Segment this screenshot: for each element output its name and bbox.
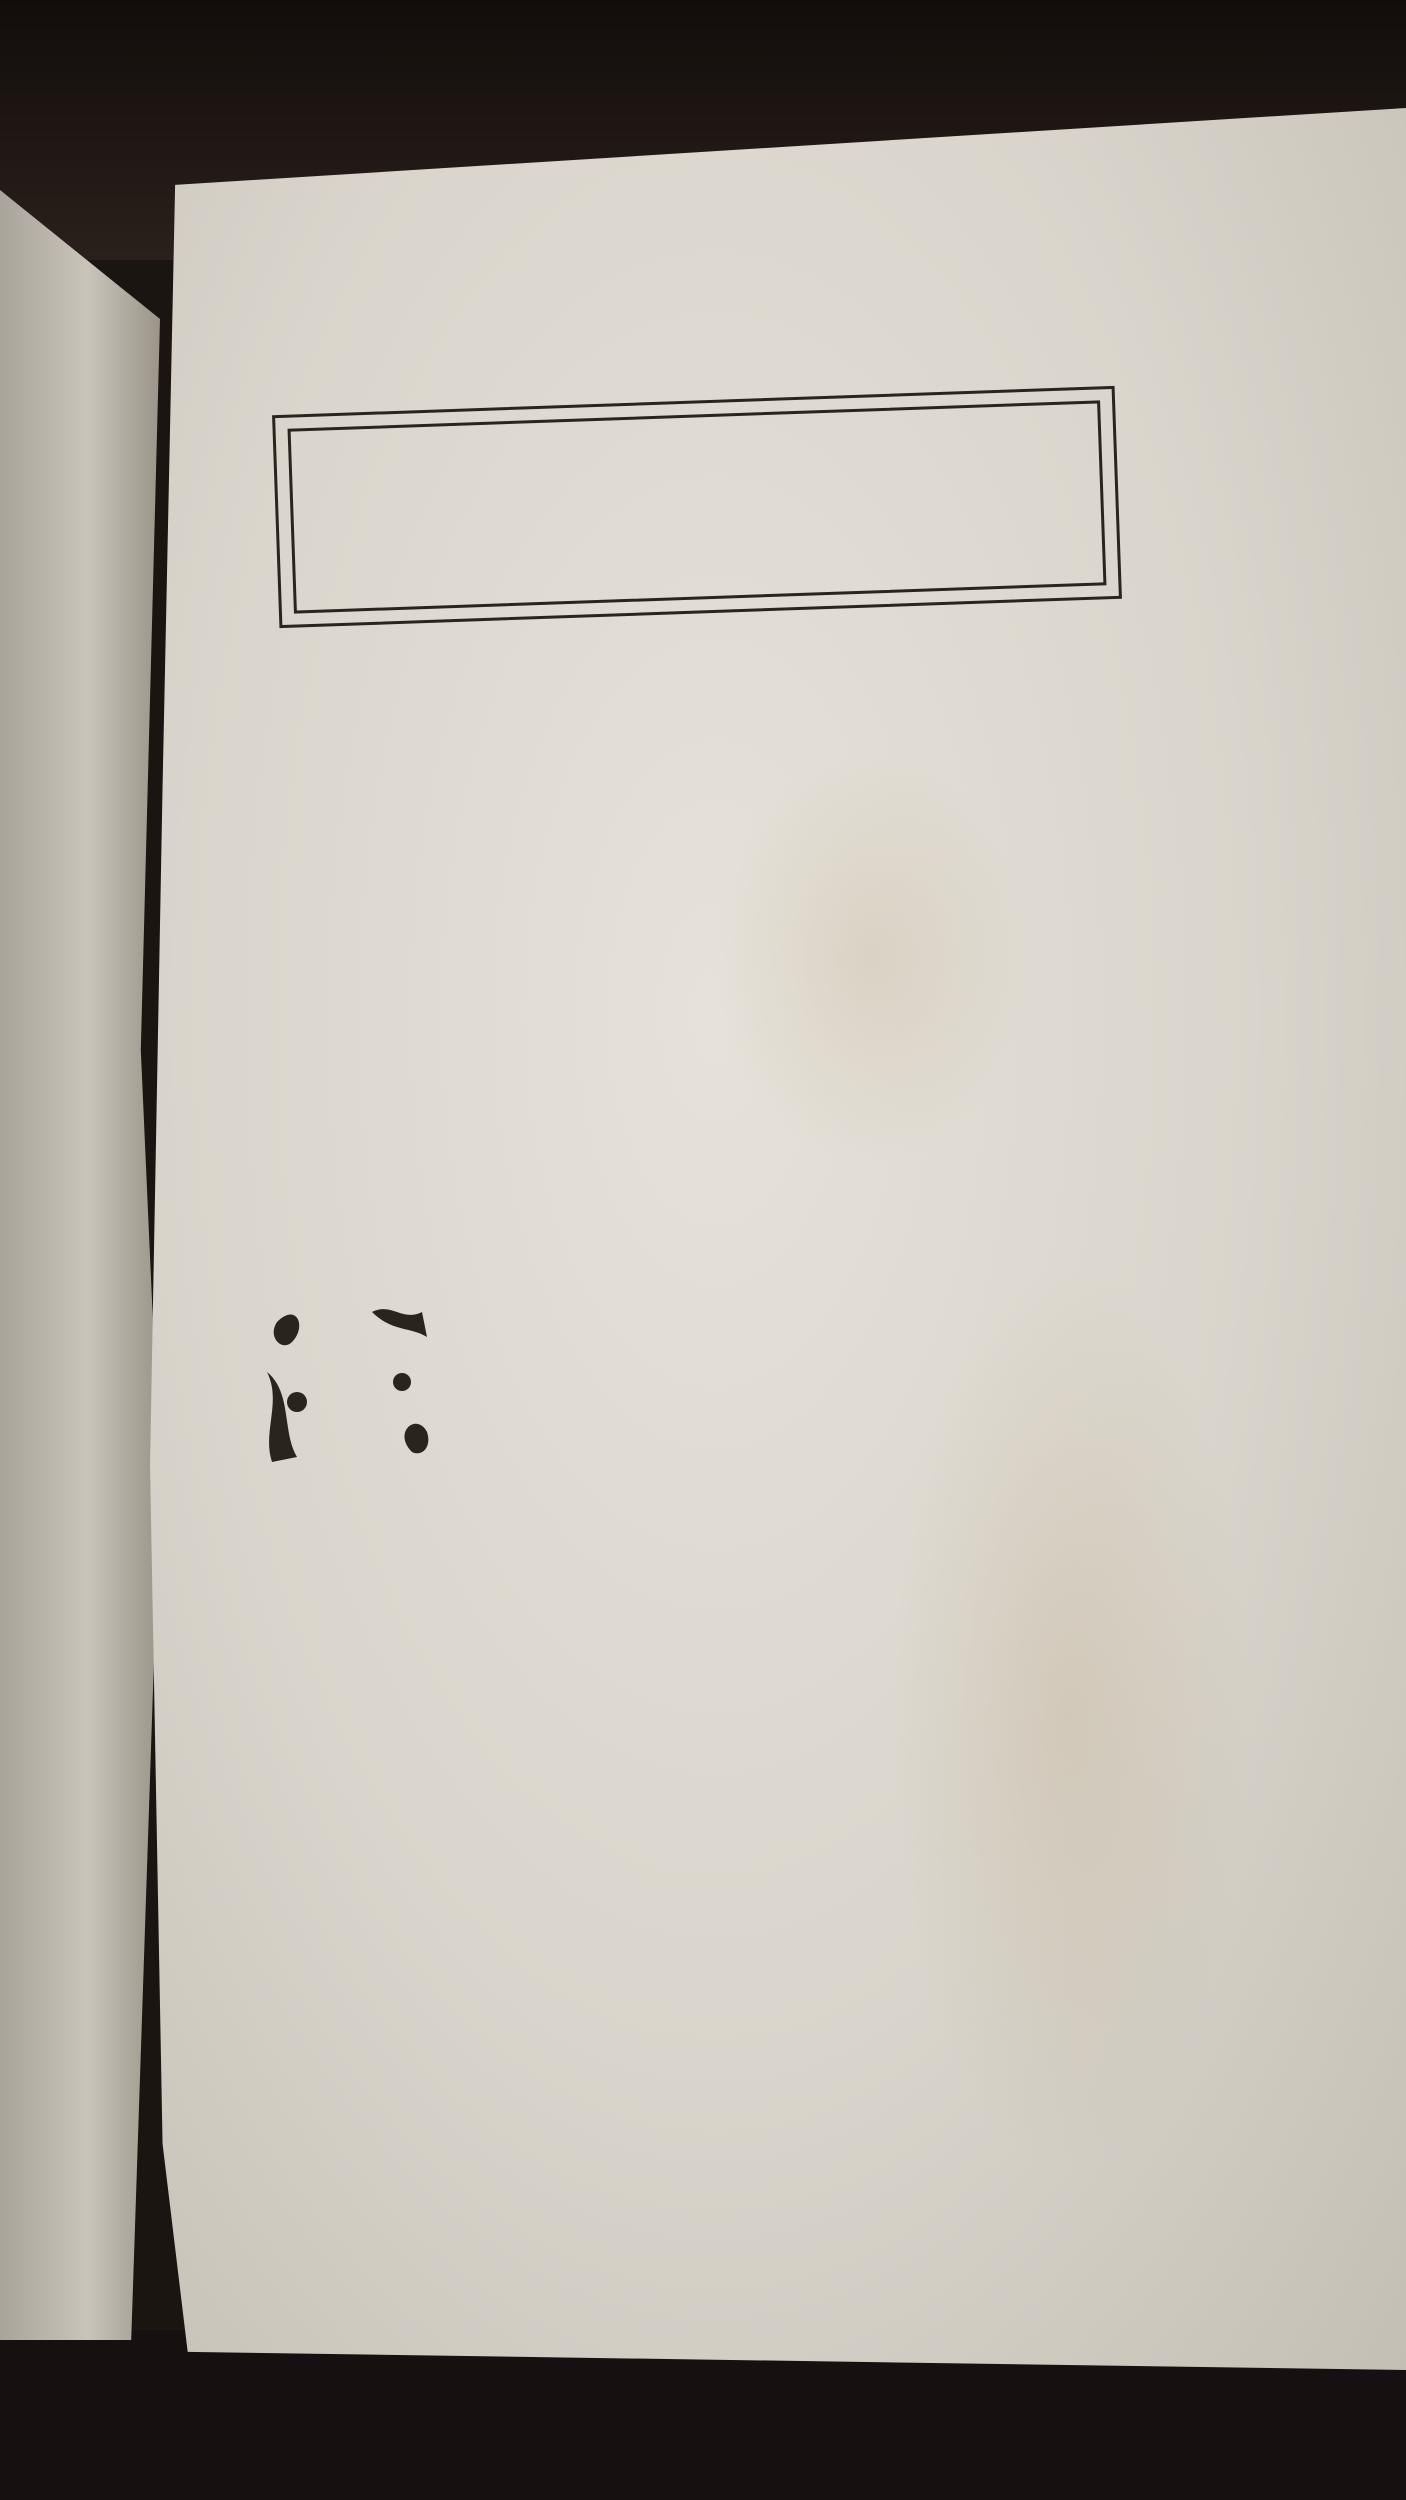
ornamental-headpiece — [222, 340, 1172, 660]
water-stain — [890, 1258, 1250, 2178]
decorated-initial — [252, 1282, 442, 1482]
water-stain — [710, 748, 1030, 1168]
left-facing-page — [0, 190, 160, 2340]
